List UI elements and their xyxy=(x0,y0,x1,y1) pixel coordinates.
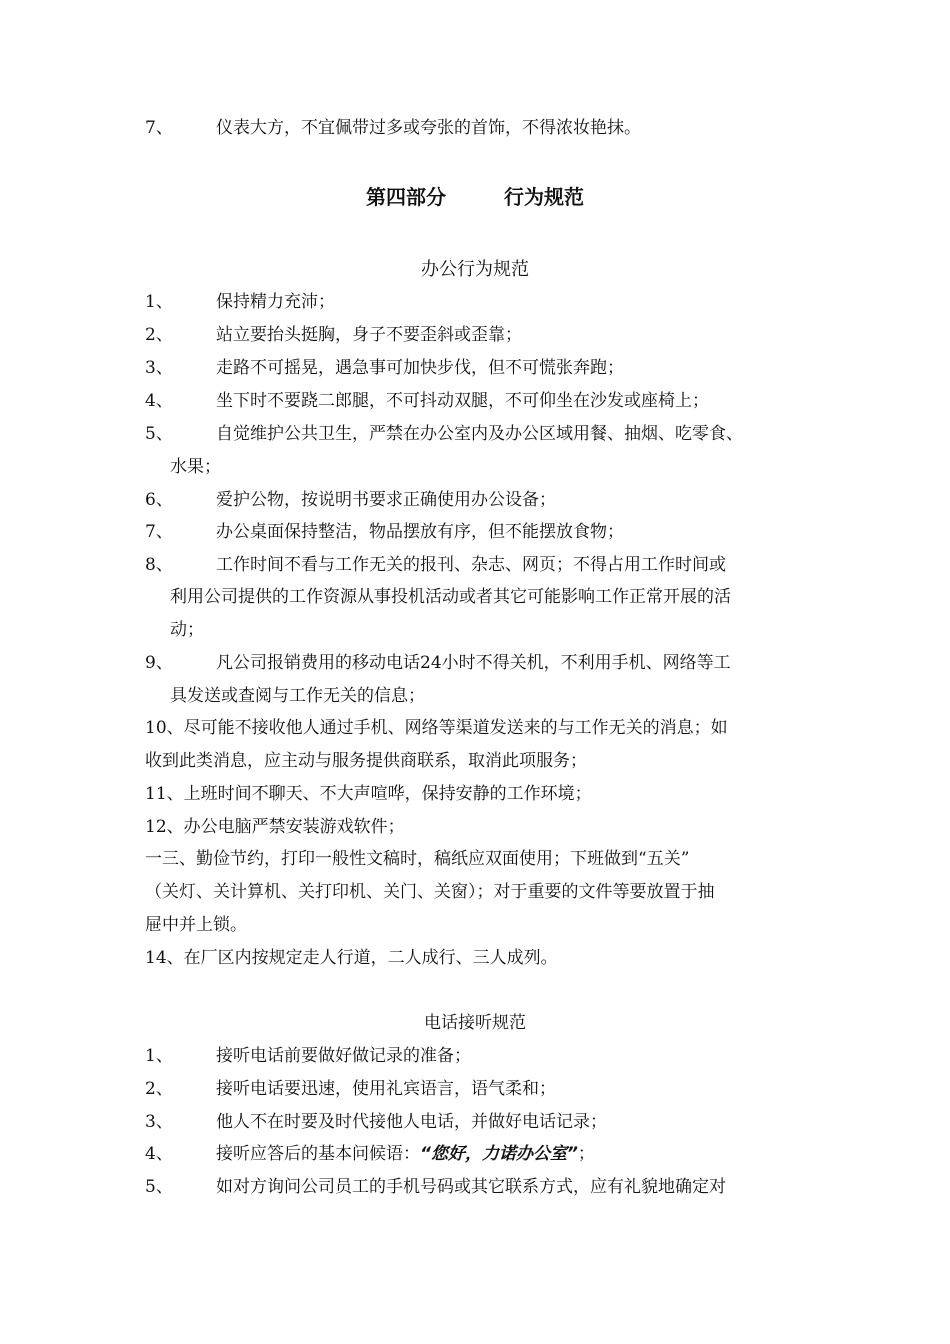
item-text-continued: 屉中并上锁。 xyxy=(145,915,247,935)
item-text-end: ； xyxy=(577,1144,595,1164)
item-number: 2、 xyxy=(145,325,173,345)
item-number: 5、 xyxy=(145,1177,173,1197)
item-text: 接听电话前要做好做记录的准备； xyxy=(216,1046,471,1066)
item-text: 仪表大方，不宜佩带过多或夸张的首饰，不得浓妆艳抹。 xyxy=(216,118,641,138)
item-text-group xyxy=(216,1142,595,1166)
item-number: 9、 xyxy=(145,653,173,673)
item-text: 10、尽可能不接收他人通过手机、网络等渠道发送来的与工作无关的消息；如 xyxy=(145,718,728,738)
item-text: 坐下时不要跷二郎腿，不可抖动双腿，不可仰坐在沙发或座椅上； xyxy=(216,391,709,411)
part-label: 第四部分 xyxy=(366,185,447,209)
item-number: 4、 xyxy=(145,1144,173,1164)
part-name: 行为规范 xyxy=(503,185,584,209)
item-text: 工作时间不看与工作无关的报刊、杂志、网页；不得占用工作时间或 xyxy=(216,555,726,575)
item-text: 11、上班时间不聊天、不大声喧哗，保持安静的工作环境； xyxy=(145,784,592,804)
item-number: 7、 xyxy=(145,118,173,138)
item-text: 自觉维护公共卫生，严禁在办公室内及办公区域用餐、抽烟、吃零食、 xyxy=(216,424,743,444)
item-number: 6、 xyxy=(145,490,173,510)
item-text: 如对方询问公司员工的手机号码或其它联系方式，应有礼貌地确定对 xyxy=(216,1177,726,1197)
item-text-continued: 收到此类消息，应主动与服务提供商联系，取消此项服务； xyxy=(145,751,587,771)
item-number: 4、 xyxy=(145,391,173,411)
item-number: 5、 xyxy=(145,424,173,444)
item-number: 1、 xyxy=(145,1046,173,1066)
item-text: 爱护公物，按说明书要求正确使用办公设备； xyxy=(216,490,556,510)
item-text-continued: （关灯、关计算机、关打印机、关门、关窗）；对于重要的文件等要放置于抽 xyxy=(145,882,715,902)
item-text: 办公桌面保持整洁，物品摆放有序，但不能摆放食物； xyxy=(216,522,624,542)
item-text: 保持精力充沛； xyxy=(216,292,335,312)
item-number: 1、 xyxy=(145,292,173,312)
greeting-phrase: “您好，力诺办公室” xyxy=(420,1144,578,1164)
item-number: 3、 xyxy=(145,358,173,378)
subsection-heading-office: 办公行为规范 xyxy=(421,259,529,280)
item-text: 14、在厂区内按规定走人行道，二人成行、三人成列。 xyxy=(145,948,558,968)
item-text-continued: 水果； xyxy=(170,457,221,477)
subsection-heading-phone: 电话接听规范 xyxy=(424,1013,526,1033)
item-number: 7、 xyxy=(145,522,173,542)
item-text: 站立要抬头挺胸，身子不要歪斜或歪靠； xyxy=(216,325,522,345)
item-text: 接听电话要迅速，使用礼宾语言，语气柔和； xyxy=(216,1079,556,1099)
item-text: 他人不在时要及时代接他人电话，并做好电话记录； xyxy=(216,1112,607,1132)
item-text: 一三、勤俭节约，打印一般性文稿时，稿纸应双面使用；下班做到“五关” xyxy=(145,849,690,869)
section-title xyxy=(0,183,950,211)
item-number: 8、 xyxy=(145,555,173,575)
item-text-continued: 利用公司提供的工作资源从事投机活动或者其它可能影响工作正常开展的活 xyxy=(170,587,731,607)
item-number: 3、 xyxy=(145,1112,173,1132)
item-text-continued: 动； xyxy=(170,620,204,640)
item-text-continued: 具发送或查阅与工作无关的信息； xyxy=(170,686,425,706)
item-text: 12、办公电脑严禁安装游戏软件； xyxy=(145,817,405,837)
item-text: 接听应答后的基本问候语： xyxy=(216,1144,420,1164)
item-text: 走路不可摇晃，遇急事可加快步伐，但不可慌张奔跑； xyxy=(216,358,624,378)
item-number: 2、 xyxy=(145,1079,173,1099)
item-text: 凡公司报销费用的移动电话24小时不得关机，不利用手机、网络等工 xyxy=(216,653,731,673)
